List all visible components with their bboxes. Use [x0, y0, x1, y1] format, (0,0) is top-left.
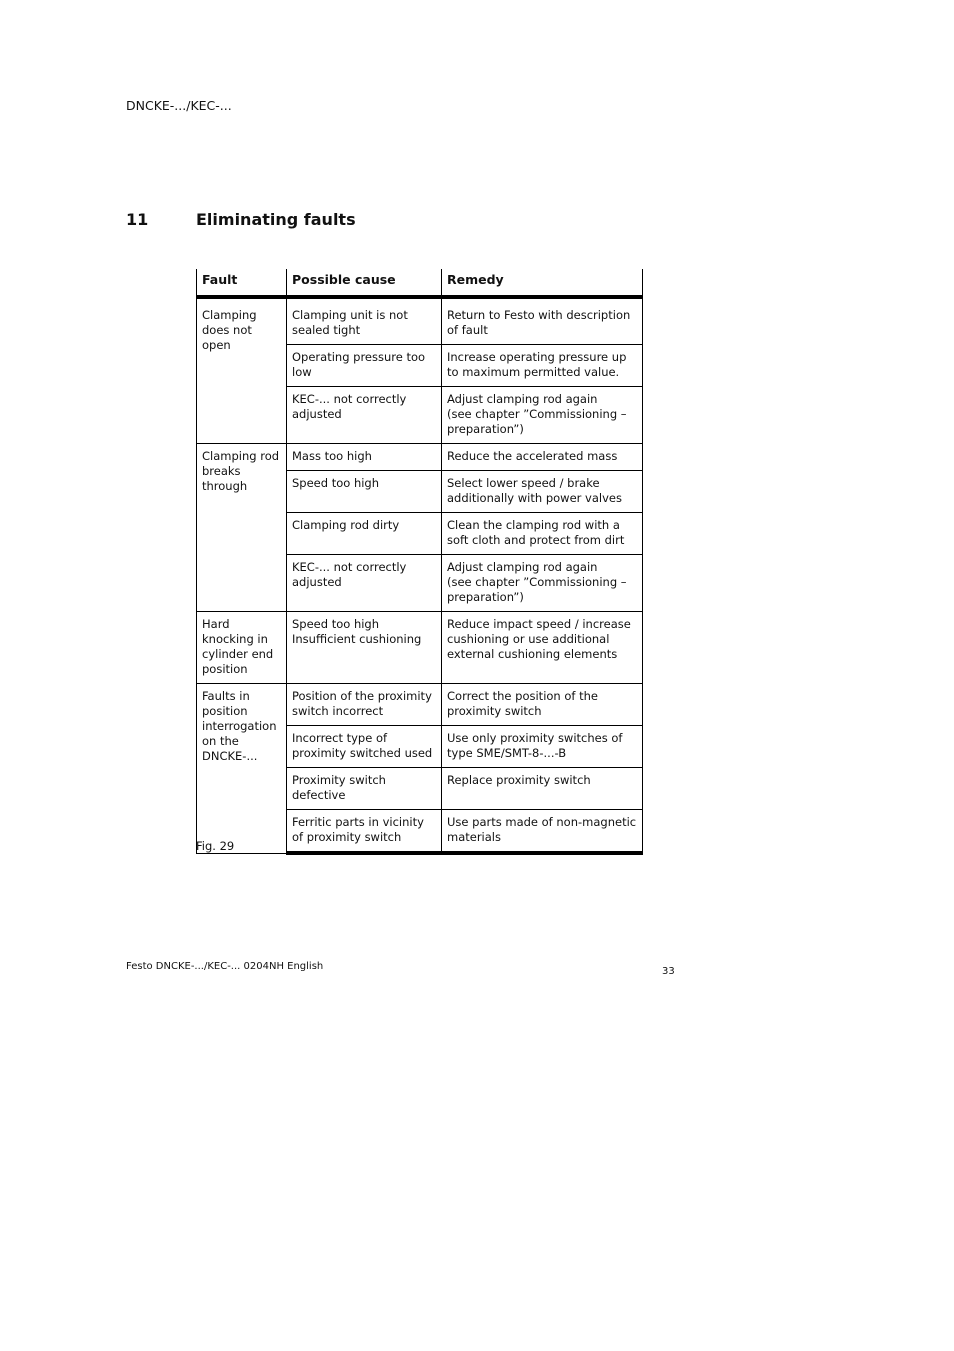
remedy-cell: Use only proximity switches of type SME/SMT-8-...-B	[442, 726, 643, 768]
header-remedy: Remedy	[442, 269, 643, 297]
header-fault: Fault	[197, 269, 287, 297]
remedy-cell: Clean the clamping rod with a soft cloth and protect from dirt	[442, 513, 643, 555]
cause-cell: Proximity switch defective	[287, 768, 442, 810]
fault-cell: Clamping does not open	[197, 297, 287, 444]
cause-cell: Mass too high	[287, 444, 442, 471]
remedy-cell: Return to Festo with description of fault	[442, 297, 643, 345]
cause-cell: Clamping unit is not sealed tight	[287, 297, 442, 345]
footer-text: Festo DNCKE-.../KEC-... 0204NH English	[126, 961, 324, 972]
cause-cell: Incorrect type of proximity switched used	[287, 726, 442, 768]
remedy-cell: Reduce impact speed / increase cushioning or use additional external cushioning elements	[442, 612, 643, 684]
fault-table-body	[197, 297, 643, 853]
header-cause: Possible cause	[287, 269, 442, 297]
remedy-cell: Correct the position of the proximity switch	[442, 684, 643, 726]
remedy-cell: Reduce the accelerated mass	[442, 444, 643, 471]
cause-cell: Speed too high	[287, 471, 442, 513]
table-row	[197, 444, 643, 471]
remedy-cell: Replace proximity switch	[442, 768, 643, 810]
cause-cell: KEC-... not correctly adjusted	[287, 387, 442, 444]
cause-cell: KEC-... not correctly adjusted	[287, 555, 442, 612]
table-row	[197, 297, 643, 345]
page-number: 33	[662, 966, 675, 977]
remedy-cell: Increase operating pressure up to maximum permitted value.	[442, 345, 643, 387]
cause-cell: Position of the proximity switch incorrect	[287, 684, 442, 726]
table-row	[197, 684, 643, 726]
cause-cell: Speed too high Insufficient cushioning	[287, 612, 442, 684]
section-title: Eliminating faults	[196, 210, 356, 229]
running-header: DNCKE-.../KEC-...	[126, 98, 232, 113]
remedy-cell: Select lower speed / brake additionally with power valves	[442, 471, 643, 513]
figure-caption: Fig. 29	[196, 839, 235, 853]
fault-cell: Clamping rod breaks through	[197, 444, 287, 612]
table-header-row	[197, 269, 643, 297]
fault-cell: Hard knocking in cylinder end position	[197, 612, 287, 684]
fault-cell: Faults in position interrogation on the DNCKE-...	[197, 684, 287, 854]
cause-cell: Clamping rod dirty	[287, 513, 442, 555]
cause-cell: Operating pressure too low	[287, 345, 442, 387]
remedy-cell: Use parts made of non-magnetic materials	[442, 810, 643, 854]
section-number: 11	[126, 210, 149, 229]
remedy-cell: Adjust clamping rod again (see chapter ”Commissioning – preparation”)	[442, 387, 643, 444]
fault-table	[196, 269, 643, 855]
cause-cell: Ferritic parts in vicinity of proximity switch	[287, 810, 442, 854]
remedy-cell: Adjust clamping rod again (see chapter ”Commissioning – preparation”)	[442, 555, 643, 612]
table-row	[197, 612, 643, 684]
